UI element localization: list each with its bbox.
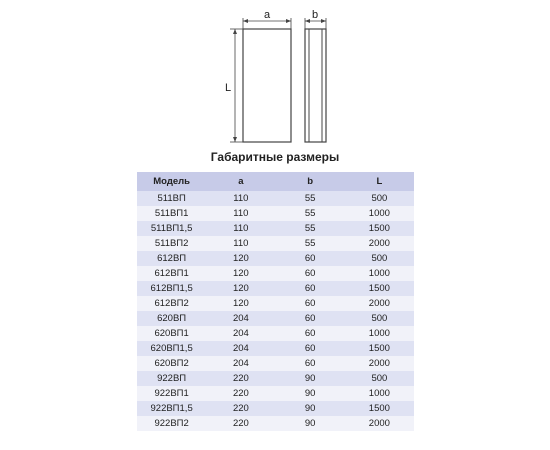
side-view-rect [305,29,326,142]
cell-L: 2000 [345,236,414,251]
cell-a: 220 [206,401,275,416]
cell-L: 500 [345,251,414,266]
cell-a: 120 [206,251,275,266]
cell-L: 2000 [345,296,414,311]
cell-L: 2000 [345,416,414,431]
cell-a: 120 [206,266,275,281]
cell-model: 612ВП1,5 [137,281,206,296]
dim-L-arrow-top [233,29,237,34]
cell-b: 90 [276,386,345,401]
cell-a: 220 [206,416,275,431]
caption-title: Габаритные размеры [210,150,340,164]
cell-model: 620ВП [137,311,206,326]
cell-b: 90 [276,416,345,431]
cell-L: 1000 [345,206,414,221]
table-body [137,191,414,431]
cell-a: 204 [206,341,275,356]
dim-a-arrow-right [286,19,291,23]
cell-model: 620ВП1 [137,326,206,341]
cell-b: 60 [276,281,345,296]
cell-L: 500 [345,191,414,206]
table-row [137,401,414,416]
cell-a: 110 [206,191,275,206]
cell-model: 612ВП [137,251,206,266]
table-row [137,266,414,281]
cell-L: 1000 [345,266,414,281]
cell-b: 90 [276,371,345,386]
cell-b: 55 [276,236,345,251]
cell-b: 60 [276,311,345,326]
table-row [137,326,414,341]
cell-b: 60 [276,251,345,266]
table-row [137,236,414,251]
cell-b: 60 [276,326,345,341]
table-row [137,221,414,236]
table-row [137,356,414,371]
cell-L: 500 [345,371,414,386]
dim-b-label: b [311,9,319,21]
front-view-rect [243,29,291,142]
cell-model: 922ВП1 [137,386,206,401]
cell-L: 1500 [345,221,414,236]
header-a: a [206,172,275,191]
table-row [137,206,414,221]
cell-model: 922ВП2 [137,416,206,431]
dimensions-table [137,172,414,431]
dim-L-arrow-bottom [233,137,237,142]
dim-L-label: L [224,82,232,94]
table-row [137,281,414,296]
header-b: b [276,172,345,191]
cell-model: 511ВП1,5 [137,221,206,236]
header-model: Модель [137,172,206,191]
cell-model: 511ВП [137,191,206,206]
cell-a: 220 [206,386,275,401]
cell-L: 1500 [345,281,414,296]
cell-L: 500 [345,311,414,326]
dim-a-arrow-left [243,19,248,23]
cell-model: 511ВП2 [137,236,206,251]
cell-L: 2000 [345,356,414,371]
table-row [137,386,414,401]
cell-model: 922ВП [137,371,206,386]
table-row [137,296,414,311]
cell-b: 60 [276,296,345,311]
cell-a: 120 [206,296,275,311]
cell-b: 60 [276,356,345,371]
cell-a: 120 [206,281,275,296]
cell-L: 1000 [345,386,414,401]
cell-model: 511ВП1 [137,206,206,221]
cell-b: 55 [276,206,345,221]
cell-a: 110 [206,221,275,236]
cell-b: 60 [276,341,345,356]
table-row [137,191,414,206]
dim-b-arrow-left [305,19,310,23]
dim-a-label: a [263,9,271,21]
table-row [137,416,414,431]
header-L: L [345,172,414,191]
cell-a: 204 [206,356,275,371]
cell-a: 204 [206,311,275,326]
cell-L: 1500 [345,341,414,356]
cell-model: 922ВП1,5 [137,401,206,416]
cell-L: 1000 [345,326,414,341]
cell-L: 1500 [345,401,414,416]
cell-a: 204 [206,326,275,341]
cell-a: 110 [206,206,275,221]
table-row [137,251,414,266]
cell-model: 612ВП1 [137,266,206,281]
cell-model: 620ВП1,5 [137,341,206,356]
table-header-row [137,172,414,191]
dimension-drawing [0,0,550,150]
table-row [137,311,414,326]
cell-b: 60 [276,266,345,281]
cell-b: 90 [276,401,345,416]
table-row [137,371,414,386]
cell-a: 220 [206,371,275,386]
table-row [137,341,414,356]
cell-model: 620ВП2 [137,356,206,371]
cell-a: 110 [206,236,275,251]
cell-b: 55 [276,191,345,206]
dim-b-arrow-right [321,19,326,23]
cell-b: 55 [276,221,345,236]
cell-model: 612ВП2 [137,296,206,311]
